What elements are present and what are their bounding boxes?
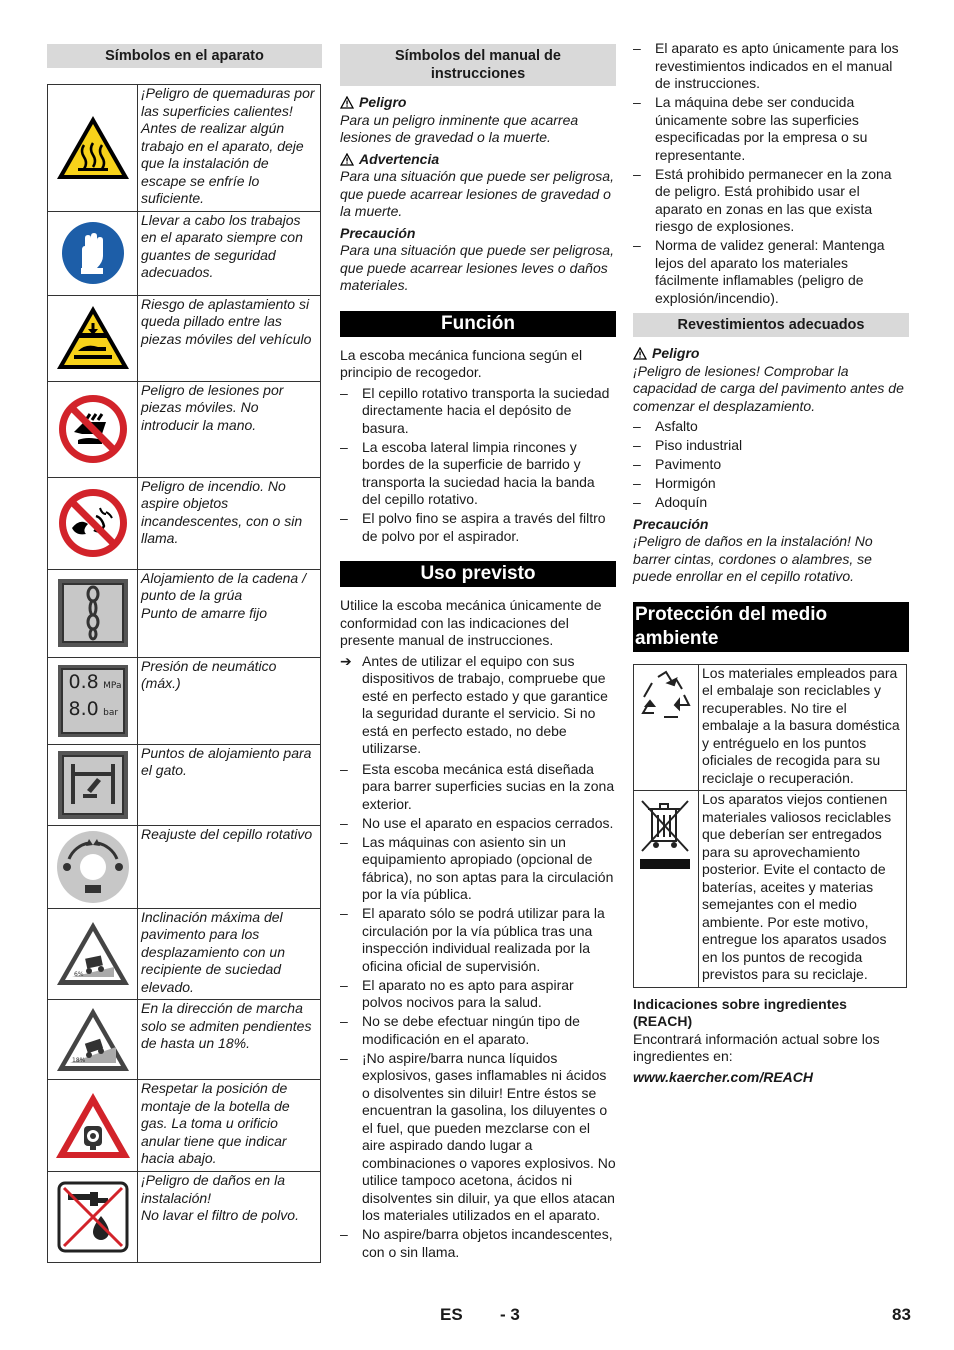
symbol-text: Puntos de alojamiento para el gato. bbox=[138, 744, 321, 825]
signal-text: Para una situación que puede ser peligrosa, que puede acarrear lesiones de gravedad o la muerte. bbox=[340, 168, 614, 219]
table-row bbox=[48, 744, 321, 825]
table-row bbox=[634, 664, 907, 791]
signal-title-peligro bbox=[633, 345, 909, 363]
warning-triangle-icon bbox=[340, 96, 354, 109]
section-heading-funcion: Función bbox=[340, 311, 616, 337]
symbol-text: Peligro de incendio. No aspire objetos incandescentes, con o sin llama. bbox=[138, 477, 321, 569]
tire-pressure-icon bbox=[48, 657, 138, 744]
no-wash-filter-icon bbox=[48, 1172, 138, 1263]
symbol-text-line-1: ¡Peligro de daños en la instalación! No lavar el filtro de polvo. bbox=[141, 1172, 299, 1223]
list-item: – El aparato sólo se podrá utilizar para la circulación por la vía pública tras una inspección individual realizada por la oficina oficial de supervisión. bbox=[340, 905, 616, 975]
list-item: – No se debe efectuar ningún tipo de modificación en el aparato. bbox=[340, 1013, 616, 1048]
column-symbols-device bbox=[47, 44, 322, 1263]
list-item: – Norma de validez general: Mantenga lejos del aparato los materiales fácilmente inflamables (peligro de explosión/incendio). bbox=[633, 237, 909, 307]
list-item: – Está prohibido permanecer en la zona de peligro. Está prohibido usar el aparato en zonas en las que exista riesgo de explosiones. bbox=[633, 166, 909, 236]
table-row bbox=[48, 908, 321, 1000]
signal-title-text: Peligro bbox=[359, 94, 407, 110]
reach-text: Encontrará información actual sobre los ingredientes en: bbox=[633, 1030, 880, 1064]
chain-crane-point-icon bbox=[48, 569, 138, 657]
symbol-text: Inclinación máxima del pavimento para los desplazamiento con un recipiente de suciedad elevado. bbox=[138, 908, 321, 1000]
pressure-unit-bar: bar bbox=[103, 708, 119, 718]
list-item: – Las máquinas con asiento sin un equipamiento apropiado (opcional de fábrica), no son aptas para la circulación por la vía pública. bbox=[340, 834, 616, 904]
surfaces-list bbox=[633, 418, 909, 512]
signal-title-precaucion bbox=[340, 225, 616, 243]
environment-table bbox=[633, 664, 907, 988]
grade-label: 6% bbox=[73, 970, 84, 978]
env-text: Los aparatos viejos contienen materiales valiosos reciclables que deberían ser entregados para su aprovechamiento posterior. Evite el contacto de baterías, aceites y materias semejantes con el medio ambiente. Por este motivo, entregue los aparatos usados en los puntos de recogida previstos para su reciclaje. bbox=[699, 791, 907, 988]
list-item: – No aspire/barra objetos incandescentes, con o sin llama. bbox=[340, 1226, 616, 1261]
signal-title-text: Precaución bbox=[633, 515, 709, 532]
list-item: – Esta escoba mecánica está diseñada para barrer superficies sucias en la zona exterior. bbox=[340, 761, 616, 814]
table-row bbox=[48, 381, 321, 477]
signal-title-peligro bbox=[340, 94, 616, 112]
symbol-text: En la dirección de marcha solo se admiten pendientes de hasta un 18%. bbox=[138, 1000, 321, 1080]
symbol-text bbox=[138, 569, 321, 657]
footer-language: ES bbox=[440, 1305, 463, 1324]
symbol-text: Peligro de lesiones por piezas móviles. No introducir la mano. bbox=[138, 381, 321, 477]
footer-section: - 3 bbox=[500, 1305, 520, 1324]
signal-text: ¡Peligro de lesiones! Comprobar la capacidad de carga del pavimento antes de comenzar el desplazamiento. bbox=[633, 362, 904, 414]
section-heading-revestimientos: Revestimientos adecuados bbox=[633, 313, 909, 337]
symbol-text: Riesgo de aplastamiento si queda pillado entre las piezas móviles del vehículo bbox=[138, 295, 321, 381]
uso-intro: Utilice la escoba mecánica únicamente de conformidad con las indicaciones del presente manual de instrucciones. bbox=[340, 597, 602, 648]
list-item: – No use el aparato en espacios cerrados. bbox=[340, 815, 616, 833]
symbol-text: Presión de neumático (máx.) bbox=[138, 657, 321, 744]
signal-title-precaucion bbox=[633, 516, 909, 534]
reach-link[interactable]: www.kaercher.com/REACH bbox=[633, 1068, 813, 1085]
table-row bbox=[48, 657, 321, 744]
list-item: – Asfalto bbox=[633, 418, 909, 436]
symbols-table bbox=[47, 84, 321, 1263]
table-row bbox=[48, 295, 321, 381]
uso-list-continued bbox=[633, 40, 909, 307]
list-item: – ¡No aspire/barra nunca líquidos explosivos, gases inflamables ni ácidos o disolventes sin diluir! Entre éstos se encuentran la gasolina, los diluyentes o el fuel, que pueden mezclarse con el aire aspirado dando lugar a combinaciones o vapores explosivos. No utilice tampoco acetona, ácidos ni disolventes sin diluir, ya que ellos atacan los materiales utilizados en el aparato. bbox=[340, 1050, 616, 1225]
signal-text: Para una situación que puede ser peligrosa, que puede acarrear lesiones leves o daños materiales. bbox=[340, 242, 614, 293]
funcion-intro: La escoba mecánica funciona según el principio de recogedor. bbox=[340, 346, 583, 380]
arrow-right-icon: ➔ bbox=[340, 652, 352, 669]
table-row bbox=[48, 825, 321, 908]
pressure-bar: 8.0 bbox=[68, 698, 99, 720]
max-incline-6-icon bbox=[48, 908, 138, 1000]
section-heading-simbolos-aparato: Símbolos en el aparato bbox=[47, 44, 322, 68]
signal-title-text: Peligro bbox=[652, 345, 700, 361]
safety-gloves-icon bbox=[48, 211, 138, 295]
list-item: – La escoba lateral limpia rincones y bordes de la superficie de barrido y transporta la suciedad hacia la banda del cepillo rotativo. bbox=[340, 439, 616, 509]
no-hand-insert-icon bbox=[48, 381, 138, 477]
table-row bbox=[48, 1000, 321, 1080]
column-manual-symbols bbox=[340, 44, 616, 1263]
list-item: – El cepillo rotativo transporta la suciedad directamente hacia el depósito de basura. bbox=[340, 385, 616, 438]
list-item: – Adoquín bbox=[633, 494, 909, 512]
section-heading-simbolos-manual: Símbolos del manual de instrucciones bbox=[340, 44, 616, 86]
table-row bbox=[48, 85, 321, 212]
symbol-text: Llevar a cabo los trabajos en el aparato siempre con guantes de seguridad adecuados. bbox=[138, 211, 321, 295]
column-continued bbox=[633, 40, 909, 1086]
symbol-text-line-1: Alojamiento de la cadena / punto de la grúa Punto de amarre fijo bbox=[141, 569, 306, 621]
list-item: – El polvo fino se aspira a través del filtro de polvo por el aspirador. bbox=[340, 510, 616, 545]
list-item: – Hormigón bbox=[633, 475, 909, 493]
pressure-unit-mpa: MPa bbox=[103, 680, 122, 691]
brush-adjust-icon bbox=[48, 825, 138, 908]
table-row bbox=[48, 1080, 321, 1172]
table-row bbox=[48, 569, 321, 657]
section-heading-medio-ambiente: Protección del medio ambiente bbox=[633, 602, 909, 652]
max-incline-18-icon bbox=[48, 1000, 138, 1080]
signal-title-text: Advertencia bbox=[359, 150, 440, 167]
warning-triangle-icon bbox=[340, 153, 354, 166]
list-item: – Piso industrial bbox=[633, 437, 909, 455]
recycle-icon bbox=[634, 664, 699, 791]
symbol-text bbox=[138, 1172, 321, 1263]
symbol-text: Reajuste del cepillo rotativo bbox=[138, 825, 321, 908]
list-item: – Pavimento bbox=[633, 456, 909, 474]
uso-arrow-item bbox=[340, 653, 616, 758]
hot-surface-warning-icon bbox=[48, 85, 138, 212]
symbol-text: ¡Peligro de quemaduras por las superficies calientes! Antes de realizar algún trabajo en el aparato, deje que la instalación de escape se enfríe lo suficiente. bbox=[138, 85, 321, 212]
crossed-bin-icon bbox=[634, 791, 699, 988]
list-item: – El aparato es apto únicamente para los revestimientos indicados en el manual de instrucciones. bbox=[633, 40, 909, 93]
table-row bbox=[48, 477, 321, 569]
pressure-mpa: 0.8 bbox=[68, 670, 99, 693]
env-text: Los materiales empleados para el embalaje son reciclables y recuperables. No tire el embalaje a la basura doméstica y entréguelo en los puntos oficiales de recogida para su reciclaje o recuperación. bbox=[699, 664, 907, 791]
list-item: – La máquina debe ser conducida únicamente sobre las superficies especificadas por la empresa o su representante. bbox=[633, 94, 909, 164]
signal-title-advertencia bbox=[340, 151, 616, 169]
grade-label: 18% bbox=[71, 1056, 85, 1064]
gas-bottle-warning-icon bbox=[48, 1080, 138, 1172]
funcion-list bbox=[340, 385, 616, 546]
list-item: – El aparato no es apto para aspirar polvos nocivos para la salud. bbox=[340, 977, 616, 1012]
signal-text: Para un peligro inminente que acarrea lesiones de gravedad o la muerte. bbox=[340, 111, 579, 145]
crush-hand-warning-icon bbox=[48, 295, 138, 381]
table-row bbox=[634, 791, 907, 988]
symbol-text: Respetar la posición de montaje de la botella de gas. La toma u orificio anular tiene que indicar hacia abajo. bbox=[138, 1080, 321, 1172]
warning-triangle-icon bbox=[633, 347, 647, 360]
table-row bbox=[48, 211, 321, 295]
arrow-item-text: Antes de utilizar el equipo con sus dispositivos de trabajo, compruebe que esté en perfecto estado y que garantice la seguridad durante el servicio. Si no está en perfecto estado, no debe utilizarse. bbox=[362, 652, 608, 756]
uso-list bbox=[340, 761, 616, 1262]
signal-title-text: Precaución bbox=[340, 224, 416, 241]
page-number: 83 bbox=[892, 1305, 911, 1324]
jack-point-icon bbox=[48, 744, 138, 825]
section-heading-uso-previsto: Uso previsto bbox=[340, 561, 616, 587]
table-row bbox=[48, 1172, 321, 1263]
reach-heading: Indicaciones sobre ingredientes (REACH) bbox=[633, 995, 847, 1029]
signal-text: ¡Peligro de daños en la instalación! No barrer cintas, cordones o alambres, se puede enrollar en el cepillo rotativo. bbox=[633, 533, 873, 584]
no-hot-objects-icon bbox=[48, 477, 138, 569]
